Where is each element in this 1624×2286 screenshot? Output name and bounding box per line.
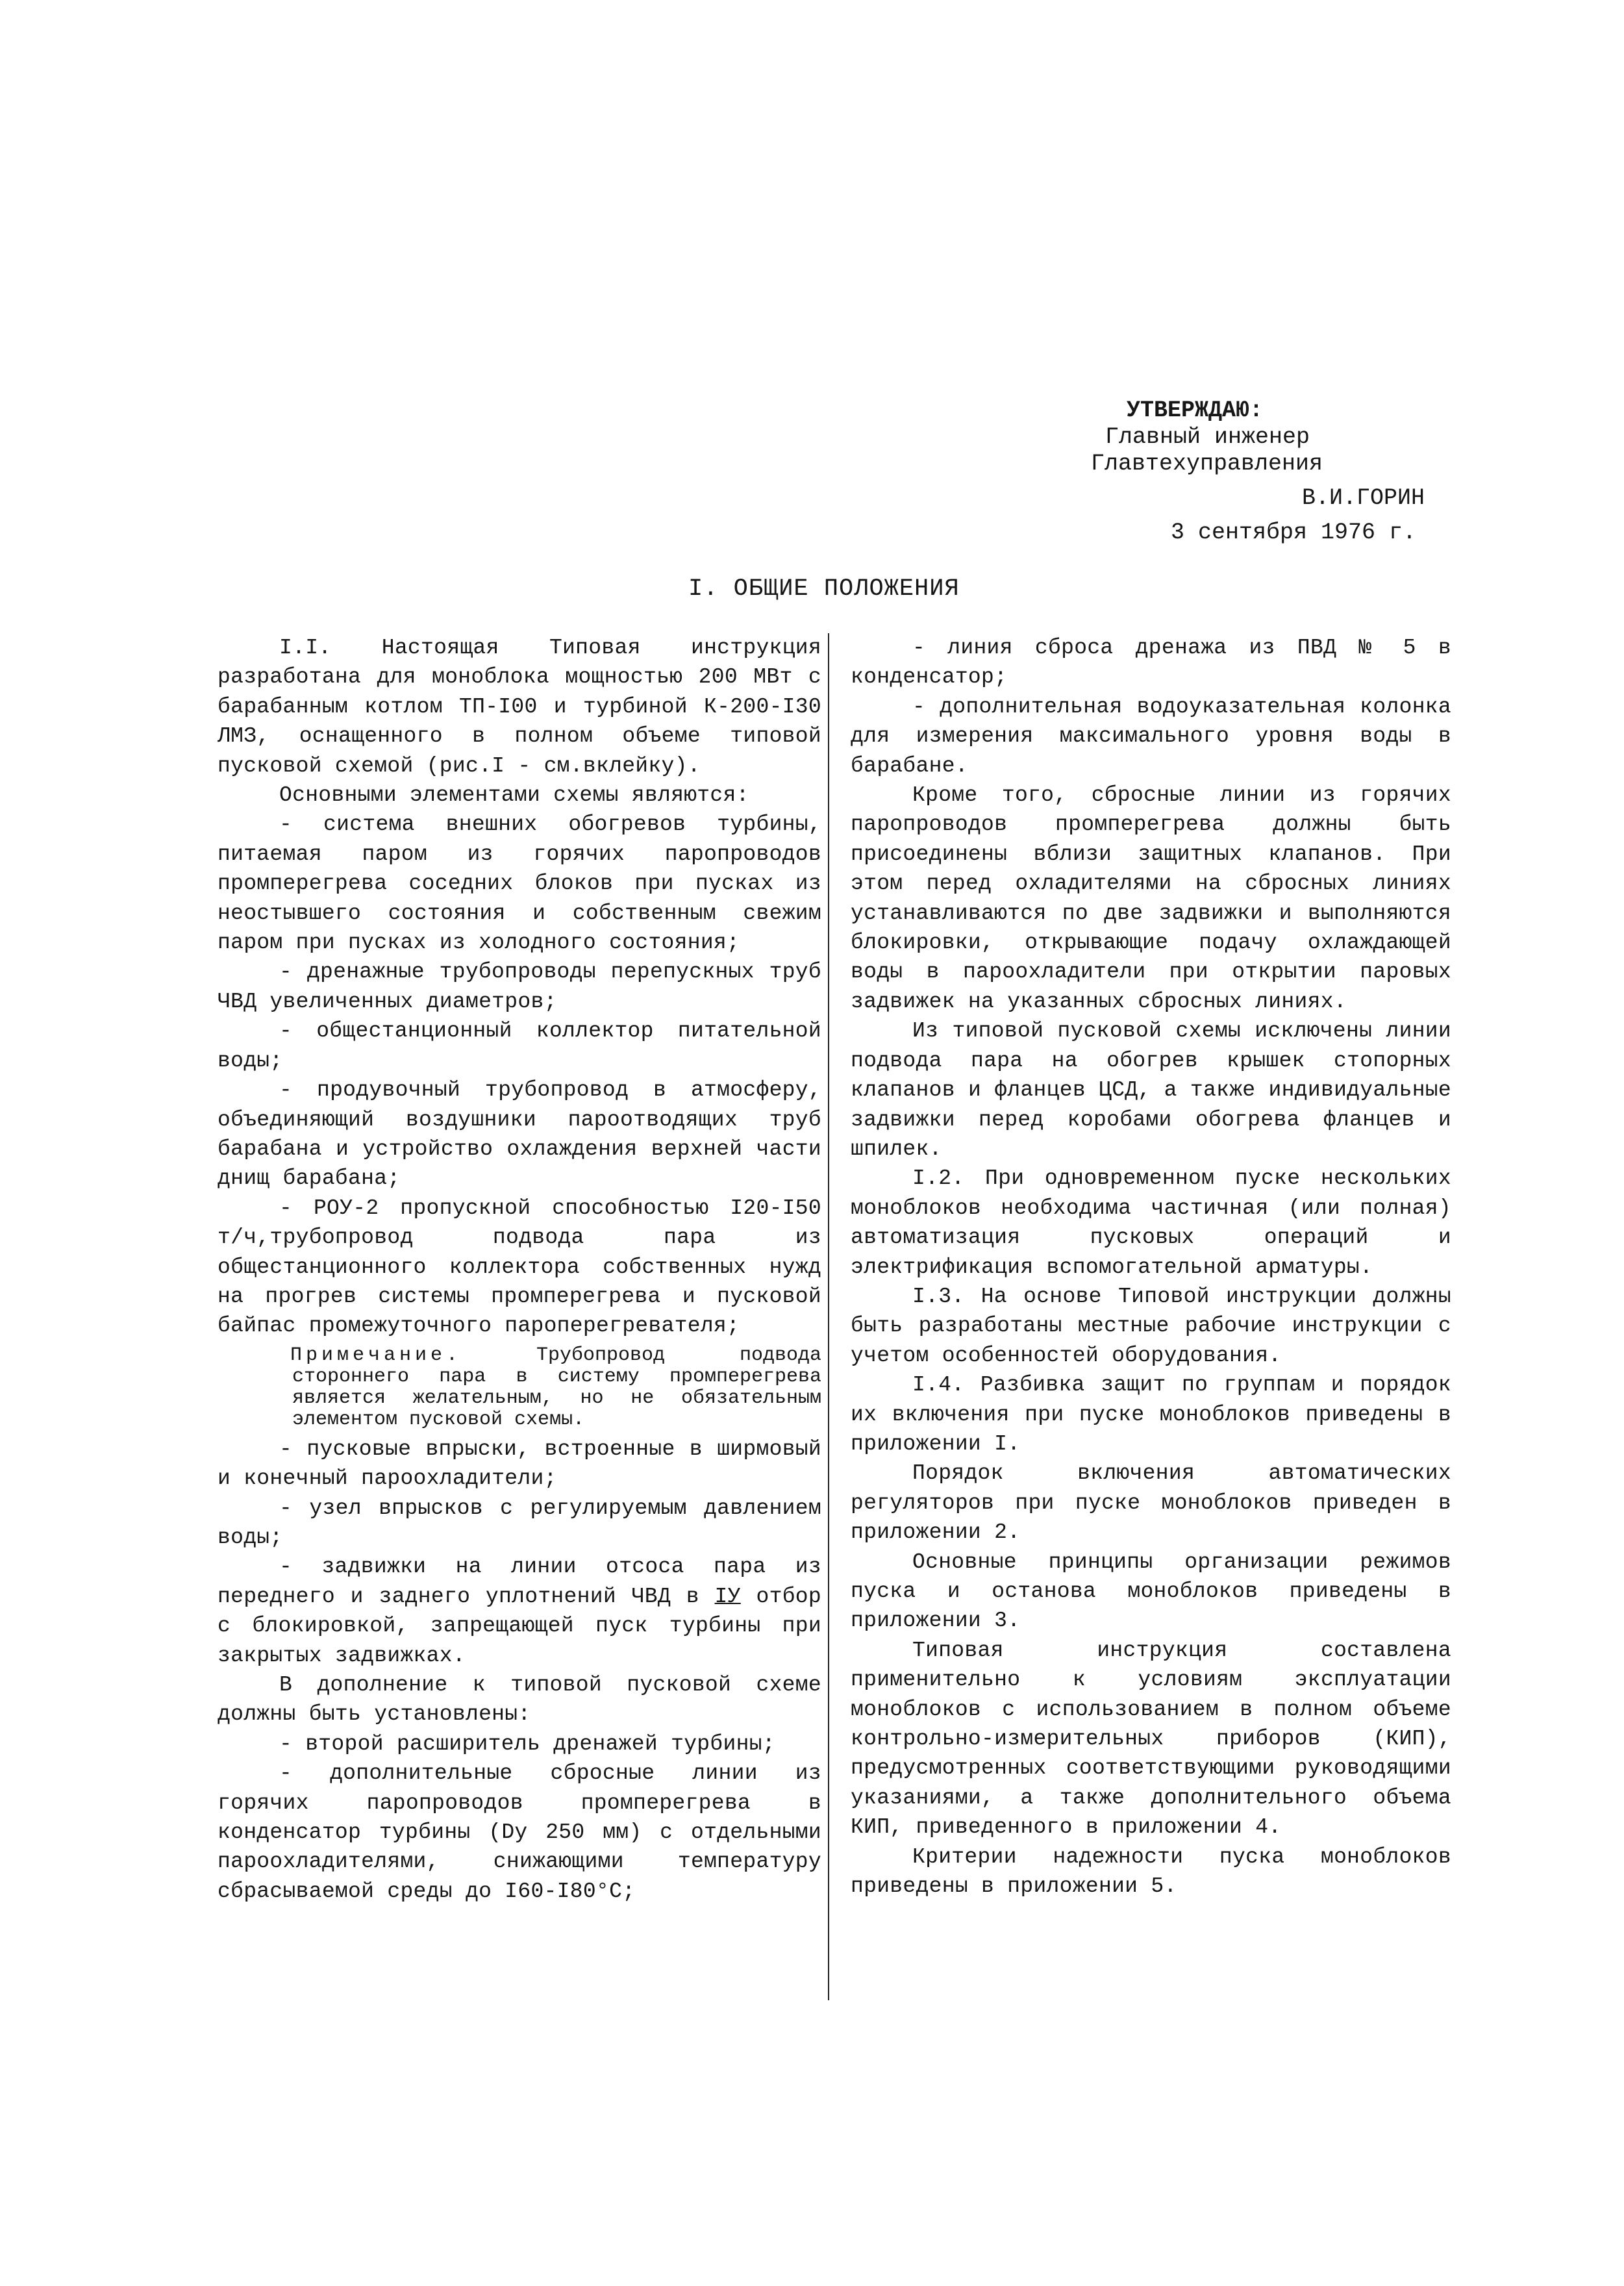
list-item: - дополнительные сбросные линии из горячих паропроводов промперегрева в конденсатор турбины (Dу 250 мм) с отдельными пароохладителями, снижающими температуру сбрасываемой среды до I60-I80°С; — [218, 1761, 821, 1903]
approval-organization: Главтехуправления — [1091, 451, 1323, 477]
paragraph: Типовая инструкция составлена применительно к условиям эксплуатации моноблоков с использованием в полном объеме контрольно-измерительных приборов (КИП), предусмотренных соответствующими руководящими указаниями, а также дополнительного объема КИП, приведенного в приложении 4. — [851, 1638, 1451, 1840]
list-item: - РОУ-2 пропускной способностью I20-I50 т/ч,трубопровод подвода пара из общестанционного коллектора собственных нужд на прогрев системы промперегрева и пусковой байпас промежуточного пароперегревателя; — [218, 1196, 821, 1338]
list-item: - пусковые впрыски, встроенные в ширмовый и конечный пароохладители; — [218, 1437, 821, 1491]
approval-date: 3 сентября 1976 г. — [1171, 520, 1417, 546]
text-run: отбор с блокировкой, запрещающей пуск турбины при закрытых задвижках. — [218, 1584, 822, 1668]
paragraph: I.I. Настоящая Типовая инструкция разработана для моноблока мощностью 200 МВт с барабанным котлом ТП-I00 и турбиной К-200-I30 ЛМЗ, оснащенного в полном объеме типовой пусковой схемой (рис.I - см.вклейку). — [218, 636, 821, 778]
paragraph: Основные принципы организации режимов пуска и останова моноблоков приведены в приложении 3. — [851, 1550, 1451, 1633]
paragraph: В дополнение к типовой пусковой схеме должны быть установлены: — [218, 1673, 821, 1727]
paragraph: Кроме того, сбросные линии из горячих паропроводов промперегрева должны быть присоединены вблизи защитных клапанов. При этом перед охладителями на сбросных линиях устанавливаются по две задвижки и выполняются блокировки, открывающие подачу охлаждающей воды в пароохладители при открытии паровых задвижек на указанных сбросных линиях. — [851, 783, 1451, 1014]
paragraph: Основными элементами схемы являются: — [279, 783, 749, 808]
list-item — [218, 1552, 821, 1670]
list-item: - дополнительная водоуказательная колонка для измерения максимального уровня воды в барабане. — [851, 694, 1451, 778]
list-item: - продувочный трубопровод в атмосферу, объединяющий воздушники пароотводящих труб барабана и устройство охлаждения верхней части днищ барабана; — [218, 1078, 821, 1191]
extraction-number: IУ — [714, 1584, 741, 1609]
note-label: Примечание. — [290, 1344, 462, 1366]
list-item: - общестанционный коллектор питательной воды; — [218, 1019, 821, 1073]
paragraph: I.3. На основе Типовой инструкции должны быть разработаны местные рабочие инструкции с учетом особенностей оборудования. — [851, 1284, 1451, 1368]
approval-stamp — [1065, 397, 1480, 546]
list-item: - линия сброса дренажа из ПВД № 5 в конденсатор; — [851, 636, 1451, 690]
text-run: - задвижки на линии отсоса пара из переднего и заднего уплотнений ЧВД в — [218, 1555, 821, 1609]
list-item: - узел впрысков с регулируемым давлением воды; — [218, 1496, 821, 1550]
paragraph: Из типовой пусковой схемы исключены линии подвода пара на обогрев крышек стопорных клапанов и фланцев ЦСД, а также индивидуальные задвижки перед коробами обогрева фланцев и шпилек. — [851, 1019, 1451, 1161]
paragraph: I.4. Разбивка защит по группам и порядок их включения при пуске моноблоков приведены в приложении I. — [851, 1373, 1451, 1456]
list-item: - система внешних обогревов турбины, питаемая паром из горячих паропроводов промперегрева соседних блоков при пусках из неостывшего состояния и собственным свежим паром при пусках из холодного состояния; — [218, 812, 821, 955]
approval-title: УТВЕРЖДАЮ: — [1127, 397, 1264, 423]
note-text: Трубопровод подвода стороннего пара в систему промперегрева является желательным, но не обязательным элементом пусковой схемы. — [292, 1344, 821, 1431]
paragraph: Порядок включения автоматических регуляторов при пуске моноблоков приведен в приложении 2. — [851, 1461, 1451, 1545]
right-column — [851, 633, 1451, 1901]
approval-position: Главный инженер — [1105, 424, 1310, 450]
section-title: I. ОБЩИЕ ПОЛОЖЕНИЯ — [688, 575, 960, 603]
left-column — [218, 633, 821, 1906]
paragraph: I.2. При одновременном пуске нескольких моноблоков необходима частичная (или полная) автоматизация пусковых операций и электрификация вспомогательной арматуры. — [851, 1166, 1451, 1279]
list-item: - второй расширитель дренажей турбины; — [279, 1731, 775, 1756]
approval-signatory: В.И.ГОРИН — [1302, 485, 1425, 511]
list-item: - дренажные трубопроводы перепускных труб ЧВД увеличенных диаметров; — [218, 960, 821, 1014]
column-divider — [828, 633, 829, 2000]
note — [292, 1345, 821, 1431]
paragraph: Критерии надежности пуска моноблоков приведены в приложении 5. — [851, 1844, 1451, 1899]
